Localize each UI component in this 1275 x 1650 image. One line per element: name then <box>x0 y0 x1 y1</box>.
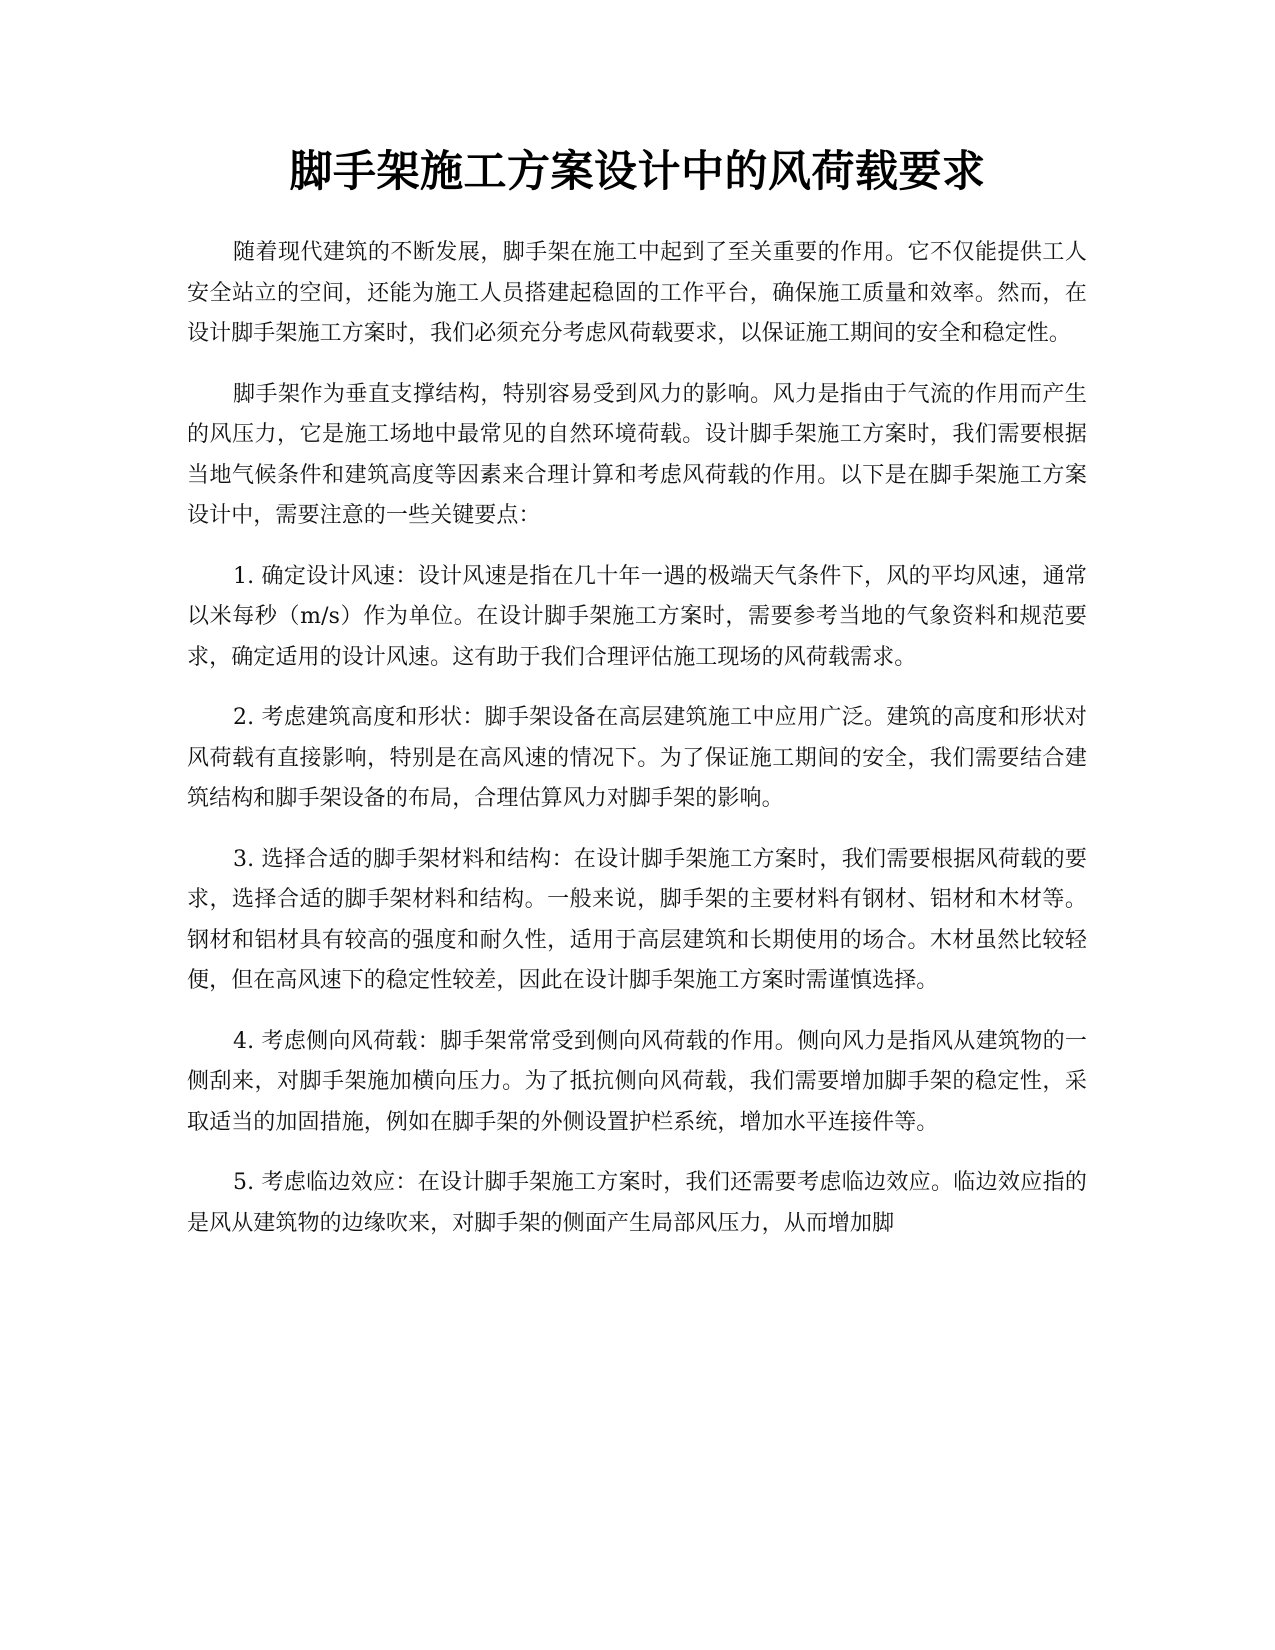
document-title: 脚手架施工方案设计中的风荷载要求 <box>289 147 986 197</box>
paragraph-point-1: 1. 确定设计风速：设计风速是指在几十年一遇的极端天气条件下，风的平均风速，通常以米每秒（m/s）作为单位。在设计脚手架施工方案时，需要参考当地的气象资料和规范要求，确定适用的设计风速。这有助于我们合理评估施工现场的风荷载需求。 <box>187 563 1087 670</box>
paragraph-point-5: 5. 考虑临边效应：在设计脚手架施工方案时，我们还需要考虑临边效应。临边效应指的是风从建筑物的边缘吹来，对脚手架的侧面产生局部风压力，从而增加脚 <box>187 1170 1087 1236</box>
paragraph-wind-overview: 脚手架作为垂直支撑结构，特别容易受到风力的影响。风力是指由于气流的作用而产生的风压力，它是施工场地中最常见的自然环境荷载。设计脚手架施工方案时，我们需要根据当地气候条件和建筑高度等因素来合理计算和考虑风荷载的作用。以下是在脚手架施工方案设计中，需要注意的一些关键要点： <box>187 381 1087 528</box>
document-body <box>187 233 1087 1264</box>
paragraph-point-3: 3. 选择合适的脚手架材料和结构：在设计脚手架施工方案时，我们需要根据风荷载的要求，选择合适的脚手架材料和结构。一般来说，脚手架的主要材料有钢材、铝材和木材等。钢材和铝材具有较高的强度和耐久性，适用于高层建筑和长期使用的场合。木材虽然比较轻便，但在高风速下的稳定性较差，因此在设计脚手架施工方案时需谨慎选择。 <box>187 846 1087 993</box>
paragraph-intro: 随着现代建筑的不断发展，脚手架在施工中起到了至关重要的作用。它不仅能提供工人安全站立的空间，还能为施工人员搭建起稳固的工作平台，确保施工质量和效率。然而，在设计脚手架施工方案时，我们必须充分考虑风荷载要求，以保证施工期间的安全和稳定性。 <box>187 240 1087 346</box>
paragraph-point-2: 2. 考虑建筑高度和形状：脚手架设备在高层建筑施工中应用广泛。建筑的高度和形状对风荷载有直接影响，特别是在高风速的情况下。为了保证施工期间的安全，我们需要结合建筑结构和脚手架设备的布局，合理估算风力对脚手架的影响。 <box>187 705 1087 811</box>
paragraph-point-4: 4. 考虑侧向风荷载：脚手架常常受到侧向风荷载的作用。侧向风力是指风从建筑物的一侧刮来，对脚手架施加横向压力。为了抵抗侧向风荷载，我们需要增加脚手架的稳定性，采取适当的加固措施，例如在脚手架的外侧设置护栏系统，增加水平连接件等。 <box>187 1028 1087 1135</box>
